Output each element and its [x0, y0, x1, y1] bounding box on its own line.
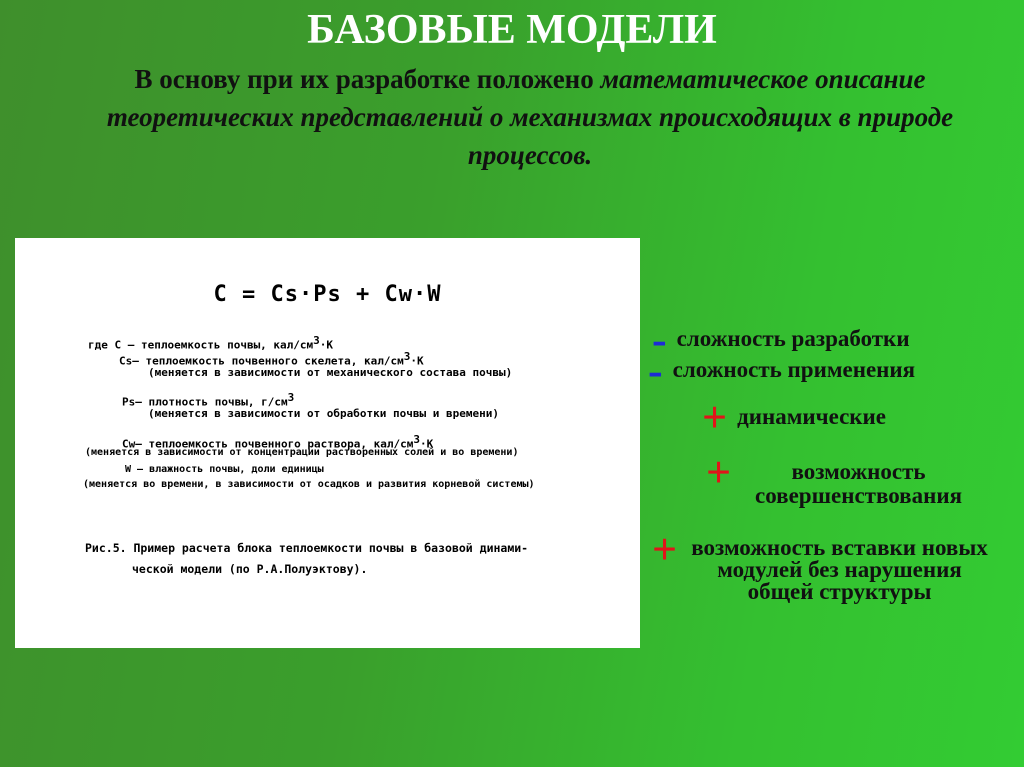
slide-title: БАЗОВЫЕ МОДЕЛИ — [307, 7, 717, 53]
figure-line: Cs– теплоемкость почвенного скелета, кал/$см^3\cdot K$ — [119, 350, 424, 368]
figure-line: (меняется в зависимости от обработки почвы и времени) — [148, 407, 499, 420]
figure-line: (меняется в зависимости от механического состава почвы) — [148, 366, 513, 379]
list-item: - сложность разработки — [652, 315, 910, 364]
minus-icon: - — [652, 315, 667, 364]
list-item: + возможность совершенствования — [706, 448, 963, 508]
figure-line: где C – теплоемкость почвы, кал/$см^3\cdot K$ — [88, 334, 334, 352]
formula-figure — [15, 238, 640, 648]
plus-icon: + — [652, 525, 678, 574]
figure-line: Cw– теплоемкость почвенного раствора, кал/$см^3\cdot K$ — [122, 433, 434, 451]
plus-icon: + — [706, 448, 732, 497]
figure-line: (меняется в зависимости от концентрации растворенных солей и во времени) — [85, 447, 519, 458]
figure-caption: ческой модели (по Р.А.Полуэктову). — [132, 562, 368, 576]
figure-line: Ps– плотность почвы, $г/см^3$ — [122, 391, 295, 409]
figure-line: (меняется во времени, в зависимости от осадков и развития корневой системы) — [83, 479, 535, 490]
list-item: - сложность применения — [648, 346, 916, 395]
intro-text — [60, 60, 1000, 174]
intro-italic: математическое описание теоретических представлений о механизмах происходящих в природе процессов. — [106, 64, 954, 170]
list-item: + динамические — [702, 393, 887, 442]
intro-plain: В основу при их разработке положено — [134, 64, 601, 94]
plus-icon: + — [702, 393, 728, 442]
minus-icon: - — [648, 346, 663, 395]
list-item: + возможность вставки новых модулей без нарушения общей структуры — [652, 525, 988, 604]
figure-line: W – влажность почвы, доли единицы — [125, 464, 324, 475]
figure-caption: Рис.5. Пример расчета блока теплоемкости почвы в базовой динами- — [85, 541, 529, 555]
formula: C = Cs·Ps + Cw·W — [213, 282, 442, 307]
